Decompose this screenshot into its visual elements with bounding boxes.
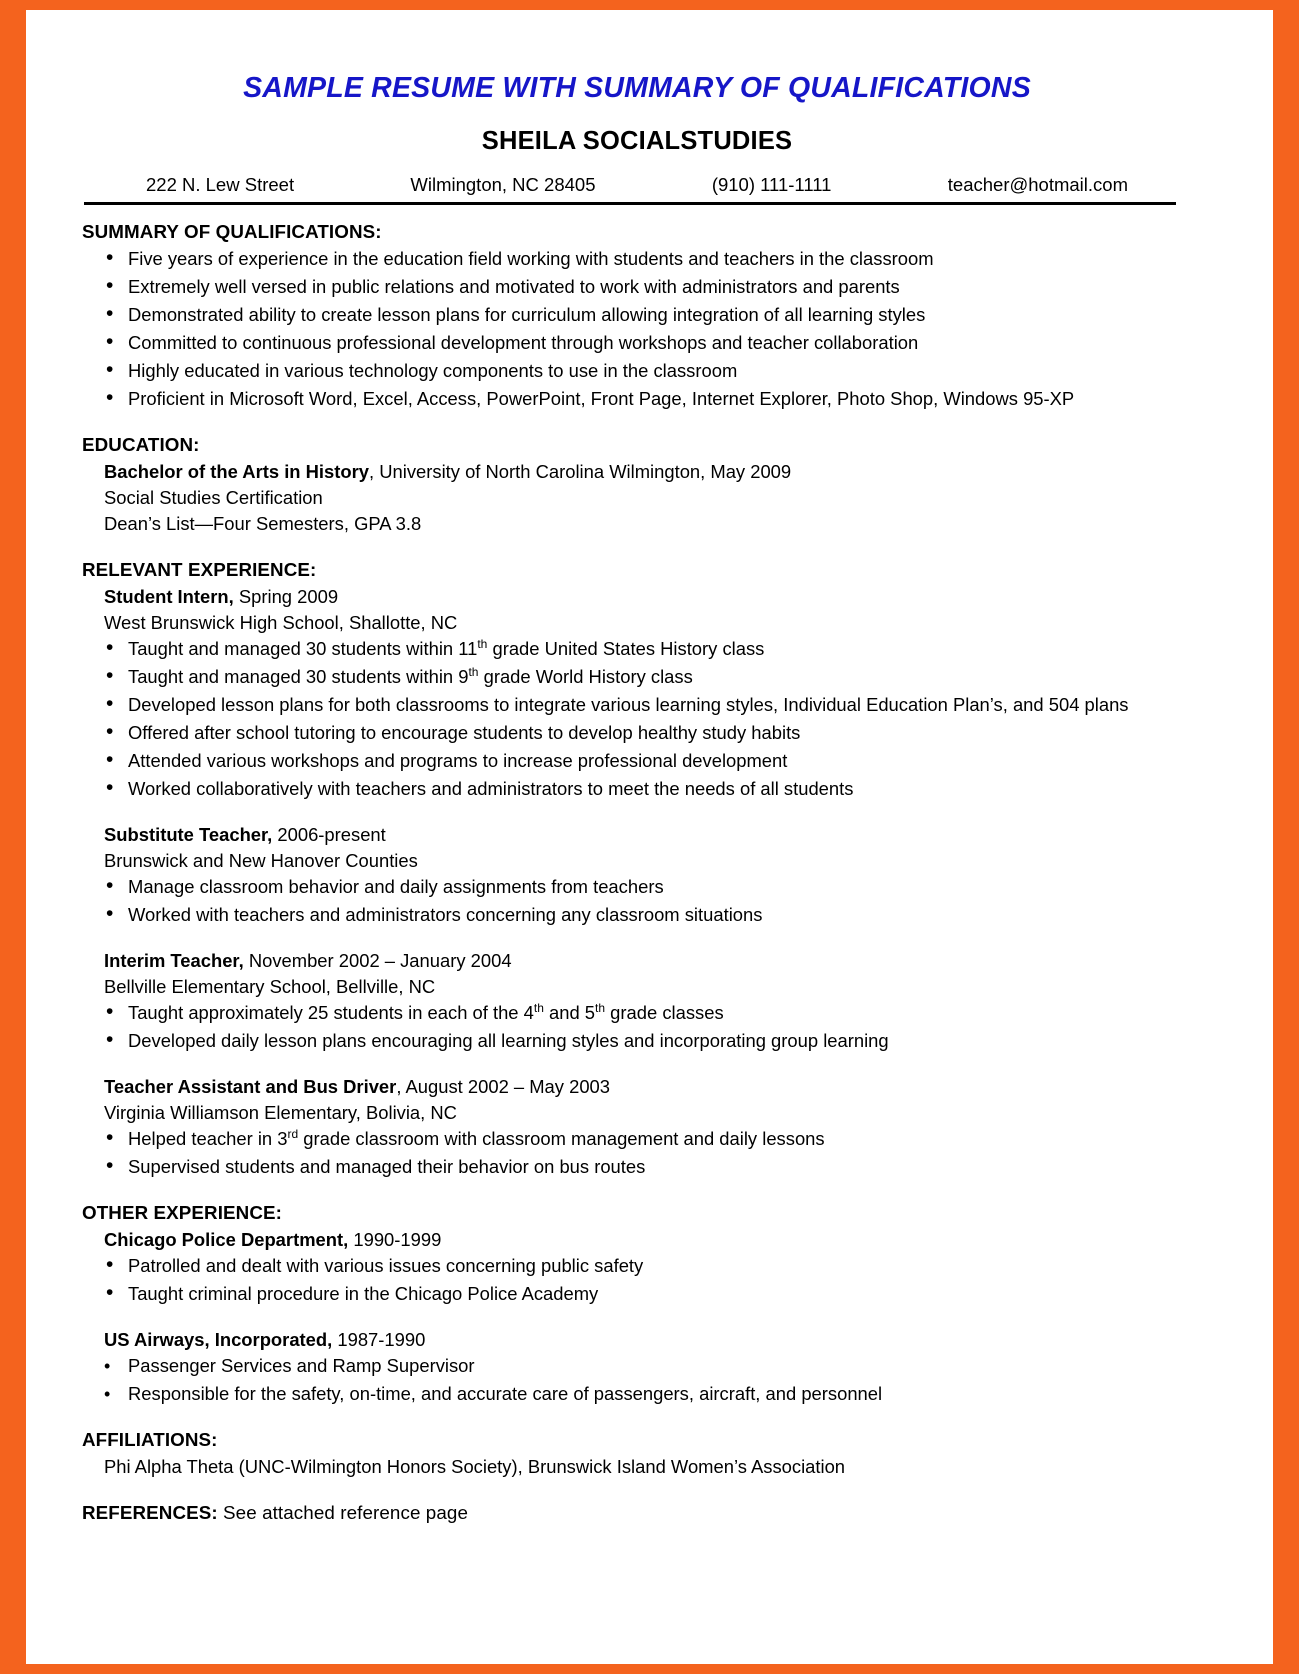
experience-job-title: Student Intern,	[104, 586, 234, 607]
list-item: • Taught criminal procedure in the Chicago Police Academy	[82, 1281, 1192, 1307]
section-summary	[82, 221, 1192, 412]
other-experience-entry	[82, 1327, 1192, 1407]
section-affiliations	[82, 1429, 1192, 1480]
experience-title-line	[82, 948, 1192, 974]
education-degree-line	[82, 459, 1192, 485]
experience-dates: , August 2002 – May 2003	[396, 1076, 611, 1097]
header-divider	[84, 202, 1176, 205]
list-item: • Extremely well versed in public relations and motivated to work with administrators and parents	[82, 274, 1192, 300]
list-item: • Helped teacher in 3rd grade classroom with classroom management and daily lessons	[82, 1126, 1192, 1152]
other-experience-bullet-list	[82, 1253, 1192, 1307]
list-item: • Passenger Services and Ramp Supervisor	[82, 1353, 1192, 1379]
references-text: See attached reference page	[217, 1502, 468, 1523]
section-heading-summary: SUMMARY OF QUALIFICATIONS:	[82, 221, 382, 242]
experience-bullet-list	[82, 636, 1192, 802]
experience-bullet-list	[82, 1126, 1192, 1180]
other-experience-dates: 1990-1999	[348, 1229, 442, 1250]
other-experience-entry	[82, 1227, 1192, 1307]
list-item: • Highly educated in various technology components to use in the classroom	[82, 358, 1192, 384]
section-heading-other-experience: OTHER EXPERIENCE:	[82, 1202, 282, 1223]
list-item: • Supervised students and managed their behavior on bus routes	[82, 1154, 1192, 1180]
list-item: • Taught and managed 30 students within 9th grade World History class	[82, 664, 1192, 690]
experience-dates: November 2002 – January 2004	[243, 950, 512, 971]
list-item: • Taught and managed 30 students within 11th grade United States History class	[82, 636, 1192, 662]
relevant-jobs-list	[82, 584, 1192, 1180]
experience-title-line	[82, 584, 1192, 610]
resume-content	[82, 72, 1192, 1546]
experience-bullet-list	[82, 874, 1192, 928]
list-item: • Attended various workshops and programs to increase professional development	[82, 748, 1192, 774]
section-heading-affiliations: AFFILIATIONS:	[82, 1429, 218, 1450]
list-item: • Developed lesson plans for both classrooms to integrate various learning styles, Individual Education Plan’s, and 504 plans	[82, 692, 1192, 718]
other-experience-title-line	[82, 1227, 1192, 1253]
page-title: SAMPLE RESUME WITH SUMMARY OF QUALIFICATIONS	[243, 72, 1031, 104]
experience-organization: West Brunswick High School, Shallotte, NC	[104, 612, 458, 633]
contact-row	[82, 174, 1192, 202]
experience-job-title: Teacher Assistant and Bus Driver	[104, 1076, 397, 1097]
affiliations-text: Phi Alpha Theta (UNC-Wilmington Honors Society), Brunswick Island Women’s Association	[104, 1456, 846, 1477]
experience-job-title: Interim Teacher,	[104, 950, 244, 971]
experience-title-line	[82, 822, 1192, 848]
list-item: • Patrolled and dealt with various issues concerning public safety	[82, 1253, 1192, 1279]
other-experience-dates: 1987-1990	[332, 1329, 426, 1350]
experience-title-line	[82, 1074, 1192, 1100]
experience-entry	[82, 948, 1192, 1054]
other-experience-bullet-list	[82, 1353, 1192, 1407]
contact-city: Wilmington, NC 28405	[410, 174, 596, 195]
experience-job-title: Substitute Teacher,	[104, 824, 273, 845]
experience-dates: Spring 2009	[233, 586, 339, 607]
list-item: • Offered after school tutoring to encourage students to develop healthy study habits	[82, 720, 1192, 746]
experience-organization: Bellville Elementary School, Bellville, NC	[104, 976, 436, 997]
section-relevant-experience	[82, 559, 1192, 1180]
references-line	[82, 1502, 1192, 1524]
list-item: • Worked with teachers and administrators concerning any classroom situations	[82, 902, 1192, 928]
list-item: • Demonstrated ability to create lesson plans for curriculum allowing integration of all learning styles	[82, 302, 1192, 328]
list-item: • Committed to continuous professional development through workshops and teacher collaboration	[82, 330, 1192, 356]
education-degree: Bachelor of the Arts in History	[104, 461, 370, 482]
education-line-3: Dean’s List—Four Semesters, GPA 3.8	[104, 513, 422, 534]
section-references	[82, 1502, 1192, 1524]
contact-email: teacher@hotmail.com	[947, 174, 1128, 195]
candidate-name: SHEILA SOCIALSTUDIES	[481, 127, 793, 155]
resume-page	[26, 10, 1273, 1664]
section-heading-education: EDUCATION:	[82, 434, 200, 455]
experience-entry	[82, 584, 1192, 802]
experience-bullet-list	[82, 1000, 1192, 1054]
section-heading-references: REFERENCES:	[82, 1502, 218, 1523]
experience-dates: 2006-present	[272, 824, 386, 845]
list-item: • Manage classroom behavior and daily assignments from teachers	[82, 874, 1192, 900]
list-item: • Responsible for the safety, on-time, and accurate care of passengers, aircraft, and personnel	[82, 1381, 1192, 1407]
experience-organization: Brunswick and New Hanover Counties	[104, 850, 418, 871]
contact-phone: (910) 111-1111	[711, 174, 832, 195]
section-heading-relevant-experience: RELEVANT EXPERIENCE:	[82, 559, 317, 580]
other-jobs-list	[82, 1227, 1192, 1407]
list-item: • Worked collaboratively with teachers and administrators to meet the needs of all students	[82, 776, 1192, 802]
list-item: • Five years of experience in the education field working with students and teachers in the classroom	[82, 246, 1192, 272]
summary-bullet-list	[82, 246, 1192, 412]
contact-street: 222 N. Lew Street	[146, 174, 295, 195]
other-experience-title-line	[82, 1327, 1192, 1353]
section-other-experience	[82, 1202, 1192, 1407]
experience-entry	[82, 822, 1192, 928]
education-degree-detail: , University of North Carolina Wilmington, May 2009	[369, 461, 792, 482]
other-experience-job-title: US Airways, Incorporated,	[104, 1329, 333, 1350]
other-experience-job-title: Chicago Police Department,	[104, 1229, 349, 1250]
section-education	[82, 434, 1192, 537]
experience-entry	[82, 1074, 1192, 1180]
list-item: • Proficient in Microsoft Word, Excel, Access, PowerPoint, Front Page, Internet Explorer, Photo Shop, Windows 95-XP	[82, 386, 1192, 412]
list-item: • Taught approximately 25 students in each of the 4th and 5th grade classes	[82, 1000, 1192, 1026]
experience-organization: Virginia Williamson Elementary, Bolivia, NC	[104, 1102, 457, 1123]
education-line-2: Social Studies Certification	[104, 487, 323, 508]
list-item: • Developed daily lesson plans encouraging all learning styles and incorporating group learning	[82, 1028, 1192, 1054]
